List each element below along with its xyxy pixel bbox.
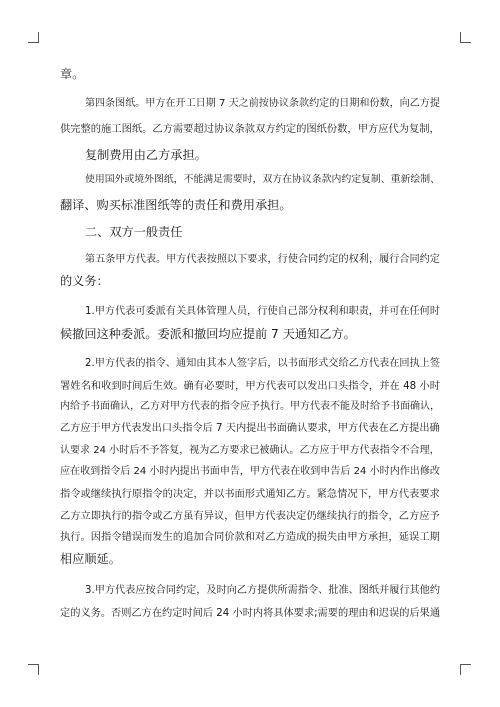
- text-line: 供完整的施工图纸。乙方需要超过协议条款双方约定的图纸份数，甲方应代为复制，: [60, 123, 440, 135]
- crop-mark-top-left: [28, 32, 39, 43]
- text-line: 的义务：: [60, 274, 109, 288]
- crop-mark-top-right: [460, 32, 471, 43]
- text-line: 相应顺延。: [60, 552, 121, 566]
- text-line: 内给予书面确认，乙方对甲方代表的指令应予执行。甲方代表不能及时给予书面确认，: [60, 401, 440, 412]
- text-line: 2.甲方代表的指令、通知由其本人签字后，以书面形式交给乙方代表在回执上签: [85, 358, 440, 369]
- text-line: 乙方应于甲方代表发出口头指令后 7 天内提出书面确认要求，甲方代表在乙方提出确: [60, 423, 440, 434]
- crop-mark-bottom-right: [460, 664, 471, 675]
- text-line: 应在收到指令后 24 小时内提出书面申告，甲方代表在收到申告后 24 小时内作出修改: [60, 466, 440, 477]
- section-heading: 二、双方一般责任: [85, 225, 183, 239]
- text-line: 1.甲方代表可委派有关具体管理人员，行使自己部分权利和职责，并可在任何时: [85, 306, 440, 317]
- text-line: 定的义务。否则乙方在约定时间后 24 小时内将具体要求;需要的理由和迟误的后果通: [60, 608, 441, 619]
- text-line: 第五条甲方代表。甲方代表按照以下要求，行使合同约定的权利，履行合同约定: [85, 254, 440, 265]
- text-line: 3.甲方代表应按合同约定，及时向乙方提供所需指令、批准、图纸并履行其他约: [85, 585, 440, 596]
- text-line: 乙方立即执行的指令或乙方虽有异议，但甲方代表决定仍继续执行的指令，乙方应予: [60, 510, 440, 522]
- text-line: 署姓名和收到时间后生效。确有必要时，甲方代表可以发出口头指令，并在 48 小时: [60, 380, 441, 392]
- text-line: 翻译、购买标准图纸等的责任和费用承担。: [60, 198, 292, 212]
- text-line: 章。: [60, 67, 85, 81]
- text-line: 认要求 24 小时后不予答复，视为乙方要求已被确认。乙方应于甲方代表指令不合理，: [60, 445, 440, 456]
- text-line: 指令或继续执行原指令的决定，并以书面形式通知乙方。紧急情况下，甲方代表要求: [60, 488, 440, 500]
- crop-mark-bottom-left: [28, 664, 39, 675]
- text-line: 复制费用由乙方承担。: [85, 148, 207, 162]
- text-line: 候撤回这种委派。委派和撤回均应提前 7 天通知乙方。: [60, 327, 356, 341]
- text-line: 使用国外或境外图纸，不能满足需要时，双方在协议条款内约定复制、重新绘制、: [85, 174, 440, 185]
- text-line: 第四条图纸。甲方在开工日期 7 天之前按协议条款约定的日期和份数，向乙方提: [85, 98, 440, 109]
- text-line: 执行。因指令错误而发生的追加合同价款和对乙方造成的损失由甲方承担，延误工期: [60, 531, 440, 543]
